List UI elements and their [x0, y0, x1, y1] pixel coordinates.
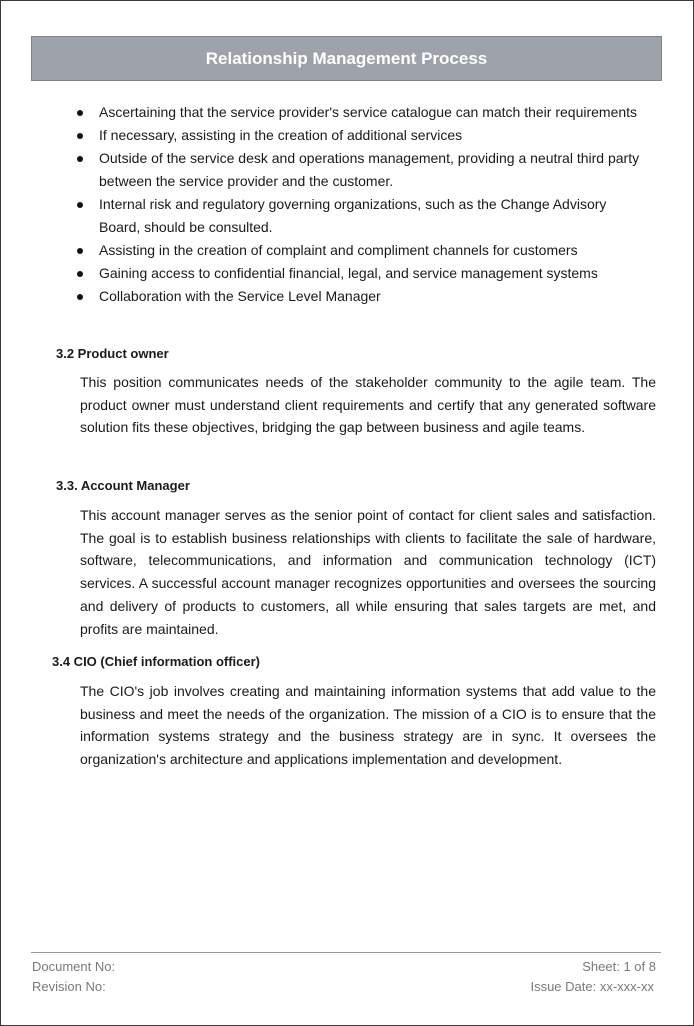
- issue-date: Issue Date: xx-xxx-xx: [530, 979, 654, 994]
- bullet-icon: [77, 294, 83, 300]
- section-heading-cio: 3.4 CIO (Chief information officer): [52, 654, 261, 669]
- bullet-icon: [77, 133, 83, 139]
- revision-number-label: Revision No:: [32, 979, 106, 994]
- section-heading-product-owner: 3.2 Product owner: [56, 346, 169, 361]
- list-item: [99, 285, 644, 308]
- sheet-number: Sheet: 1 of 8: [582, 959, 656, 974]
- page-title: Relationship Management Process: [205, 48, 488, 68]
- list-item-text: Assisting in the creation of complaint and compliment channels for customers: [99, 242, 578, 258]
- section-body-cio: The CIO's job involves creating and maintaining information systems that add value to the business and meet the needs of the organization. The mission of a CIO is to ensure that the information systems strategy and the business strategy are in sync. It oversees the organization's architecture and applications implementation and development.: [80, 683, 656, 768]
- bullet-list: [99, 101, 644, 308]
- title-bar: [31, 36, 662, 81]
- document-number-label: Document No:: [32, 959, 116, 974]
- list-item-text: If necessary, assisting in the creation of additional services: [99, 127, 463, 143]
- section-body-account-manager: This account manager serves as the senior point of contact for client sales and satisfaction. The goal is to establish business relationships with clients to facilitate the sale of hardware, software, telecommunications, and information and communication technology (ICT) services. A successful account manager recognizes opportunities and oversees the sourcing and delivery of products to customers, all while ensuring that sales targets are met, and profits are maintained.: [80, 507, 656, 637]
- bullet-icon: [77, 110, 83, 116]
- list-item-text: Outside of the service desk and operations management, providing a neutral third party between the service provider and the customer.: [99, 150, 640, 189]
- list-item: [99, 262, 644, 285]
- bullet-icon: [77, 156, 83, 162]
- list-item-text: Collaboration with the Service Level Manager: [99, 288, 381, 304]
- bullet-icon: [77, 248, 83, 254]
- footer-divider: [31, 952, 661, 953]
- list-item-text: Gaining access to confidential financial, legal, and service management systems: [99, 265, 598, 281]
- bullet-icon: [77, 271, 83, 277]
- list-item: [99, 124, 644, 147]
- section-heading-account-manager: 3.3. Account Manager: [56, 478, 190, 493]
- bullet-icon: [77, 202, 83, 208]
- list-item: [99, 101, 644, 124]
- list-item: [99, 239, 644, 262]
- list-item: [99, 193, 644, 239]
- list-item-text: Internal risk and regulatory governing organizations, such as the Change Advisory Board, should be consulted.: [99, 196, 607, 235]
- section-body-product-owner: This position communicates needs of the stakeholder community to the agile team. The product owner must understand client requirements and certify that any generated software solution fits these objectives, bridging the gap between business and agile teams.: [80, 374, 656, 436]
- list-item-text: Ascertaining that the service provider's service catalogue can match their requirements: [99, 104, 638, 120]
- list-item: [99, 147, 644, 193]
